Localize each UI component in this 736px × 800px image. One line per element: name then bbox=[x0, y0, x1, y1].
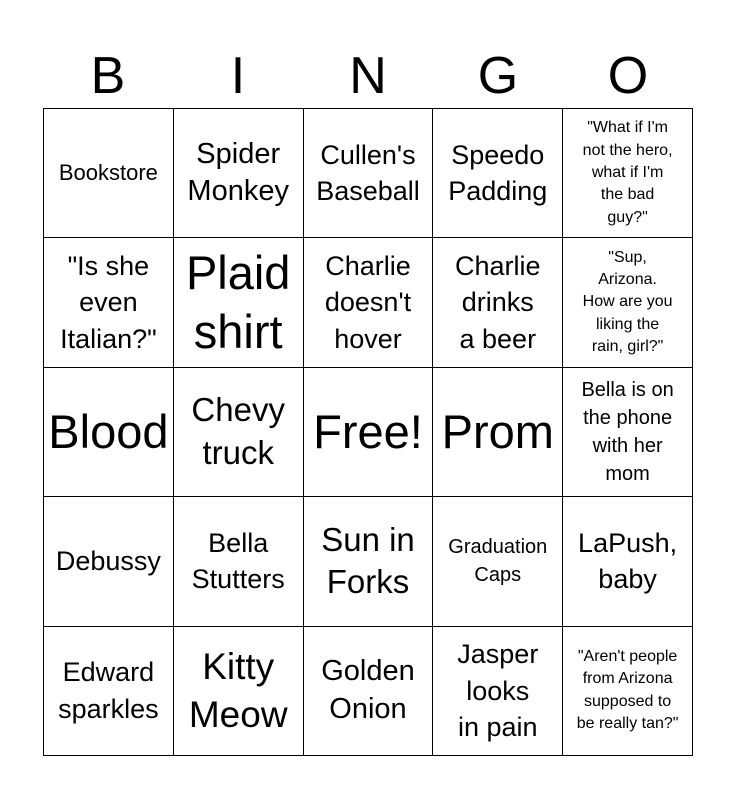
bingo-cell[interactable] bbox=[433, 627, 563, 756]
bingo-cell[interactable] bbox=[433, 238, 563, 367]
cell-text: Spider Monkey bbox=[187, 137, 289, 208]
cell-text: Free! bbox=[313, 404, 423, 458]
bingo-cell[interactable] bbox=[563, 109, 693, 238]
bingo-cell[interactable] bbox=[433, 109, 563, 238]
cell-text: Charlie drinks a beer bbox=[455, 250, 541, 354]
bingo-cell[interactable] bbox=[433, 368, 563, 497]
cell-text: Sun in Forks bbox=[321, 520, 415, 601]
cell-text: Debussy bbox=[55, 546, 161, 577]
cell-text: "Sup, Arizona. How are you liking the rain, girl?" bbox=[582, 248, 673, 356]
cell-text: LaPush, baby bbox=[578, 527, 678, 595]
bingo-cell[interactable] bbox=[304, 368, 434, 497]
bingo-cell[interactable] bbox=[304, 497, 434, 626]
cell-text: Bookstore bbox=[58, 159, 158, 185]
cell-text: "What if I'm not the hero, what if I'm the bad guy?" bbox=[582, 119, 673, 226]
bingo-cell[interactable] bbox=[304, 109, 434, 238]
bingo-cell[interactable] bbox=[563, 368, 693, 497]
bingo-cell[interactable] bbox=[174, 627, 304, 756]
cell-text: Edward sparkles bbox=[58, 657, 159, 724]
header-letter-g: G bbox=[477, 47, 519, 105]
bingo-board bbox=[43, 108, 693, 756]
cell-text: Golden Onion bbox=[321, 655, 415, 725]
bingo-cell[interactable] bbox=[44, 497, 174, 626]
cell-text: Graduation Caps bbox=[448, 536, 548, 587]
cell-text: "Aren't people from Arizona supposed to be really tan?" bbox=[576, 648, 679, 733]
bingo-cell[interactable] bbox=[174, 109, 304, 238]
cell-text: Blood bbox=[48, 404, 169, 458]
bingo-cell[interactable] bbox=[433, 497, 563, 626]
header-letter-o: O bbox=[607, 47, 649, 105]
bingo-cell[interactable] bbox=[304, 627, 434, 756]
cell-text: Bella Stutters bbox=[191, 527, 285, 595]
bingo-cell[interactable] bbox=[563, 627, 693, 756]
bingo-cell[interactable] bbox=[44, 627, 174, 756]
header-letter-b: B bbox=[90, 47, 126, 105]
bingo-cell[interactable] bbox=[304, 238, 434, 367]
cell-text: Chevy truck bbox=[191, 391, 285, 471]
cell-text: Jasper looks in pain bbox=[457, 639, 539, 742]
bingo-cell[interactable] bbox=[563, 497, 693, 626]
cell-text: Kitty Meow bbox=[188, 645, 288, 735]
bingo-cell[interactable] bbox=[174, 368, 304, 497]
bingo-cell[interactable] bbox=[174, 497, 304, 626]
cell-text: Prom bbox=[441, 404, 554, 458]
bingo-cell[interactable] bbox=[174, 238, 304, 367]
bingo-cell[interactable] bbox=[44, 238, 174, 367]
bingo-cell[interactable] bbox=[563, 238, 693, 367]
cell-text: Bella is on the phone with her mom bbox=[581, 378, 674, 485]
cell-text: Charlie doesn't hover bbox=[324, 250, 412, 354]
cell-text: "Is she even Italian?" bbox=[60, 250, 157, 354]
header-letter-n: N bbox=[349, 47, 387, 105]
cell-text: Cullen's Baseball bbox=[316, 139, 420, 207]
bingo-cell[interactable] bbox=[44, 109, 174, 238]
header-letter-i: I bbox=[230, 47, 246, 105]
cell-text: Speedo Padding bbox=[448, 139, 548, 207]
cell-text: Plaid shirt bbox=[185, 245, 291, 358]
bingo-cell[interactable] bbox=[44, 368, 174, 497]
bingo-header bbox=[43, 44, 693, 108]
